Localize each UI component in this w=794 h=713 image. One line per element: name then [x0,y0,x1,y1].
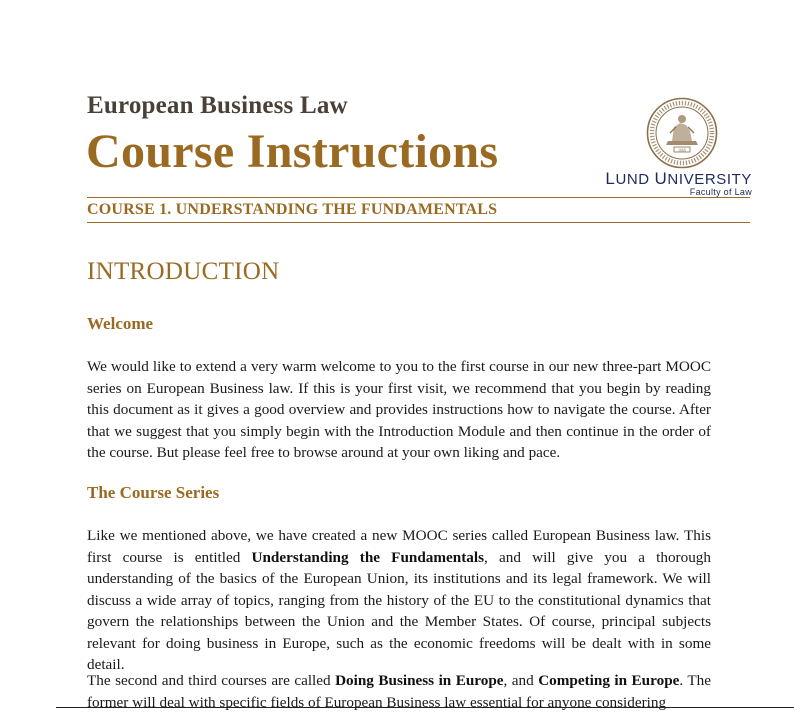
page-edge-line [56,707,794,708]
course-label: COURSE 1. UNDERSTANDING THE FUNDAMENTALS [87,201,498,218]
section-heading: INTRODUCTION [87,258,280,285]
course-title-fundamentals: Understanding the Fundamentals [251,548,485,566]
document-title: Course Instructions [86,125,499,178]
svg-text:1666: 1666 [678,147,686,153]
university-logo [605,97,752,199]
welcome-paragraph: We would like to extend a very warm welcome to you to the first course in our new three-part MOOC series on European Business law. If this is your first visit, we recommend that you begin by reading this document as it gives a good overview and provides instructions how to navigate the course. After that we suggest that you simply begin with the Introduction Module and then continue in the order of the course. But please feel free to browse around at your own liking and pace. [87,358,711,461]
course-title-competing: Competing in Europe [538,672,680,689]
course-series-paragraph-1: Like we mentioned above, we have created a new MOOC series called European Business law. This first course is entitled Understanding the Fundamentals, and will give you a thorough understanding of the basics of the European Union, its institutions and its legal framework. We will discuss a wide array of topics, ranging from the history of the EU to the constitutional dynamics that govern the relationships between the Union and the Member States. Of course, principal subjects relevant for doing business in Europe, such as the economic freedoms will be dealt with in some detail. [87,527,711,673]
faculty-name: Faculty of Law [689,187,752,197]
document-subtitle: European Business Law [87,92,348,119]
welcome-heading: Welcome [87,314,154,333]
course-series-heading: The Course Series [87,483,220,502]
university-seal-icon [646,97,718,169]
course-title-doing-business: Doing Business in Europe [335,672,504,689]
header-rule-bottom [87,222,750,223]
header-rule-top [87,197,750,198]
university-name: LUND UNIVERSITY [605,169,752,188]
course-series-paragraph-2: The second and third courses are called Doing Business in Europe, and Competing in Europe. The former will deal with specific fields of European Business law essential for anyone considering [87,672,711,711]
